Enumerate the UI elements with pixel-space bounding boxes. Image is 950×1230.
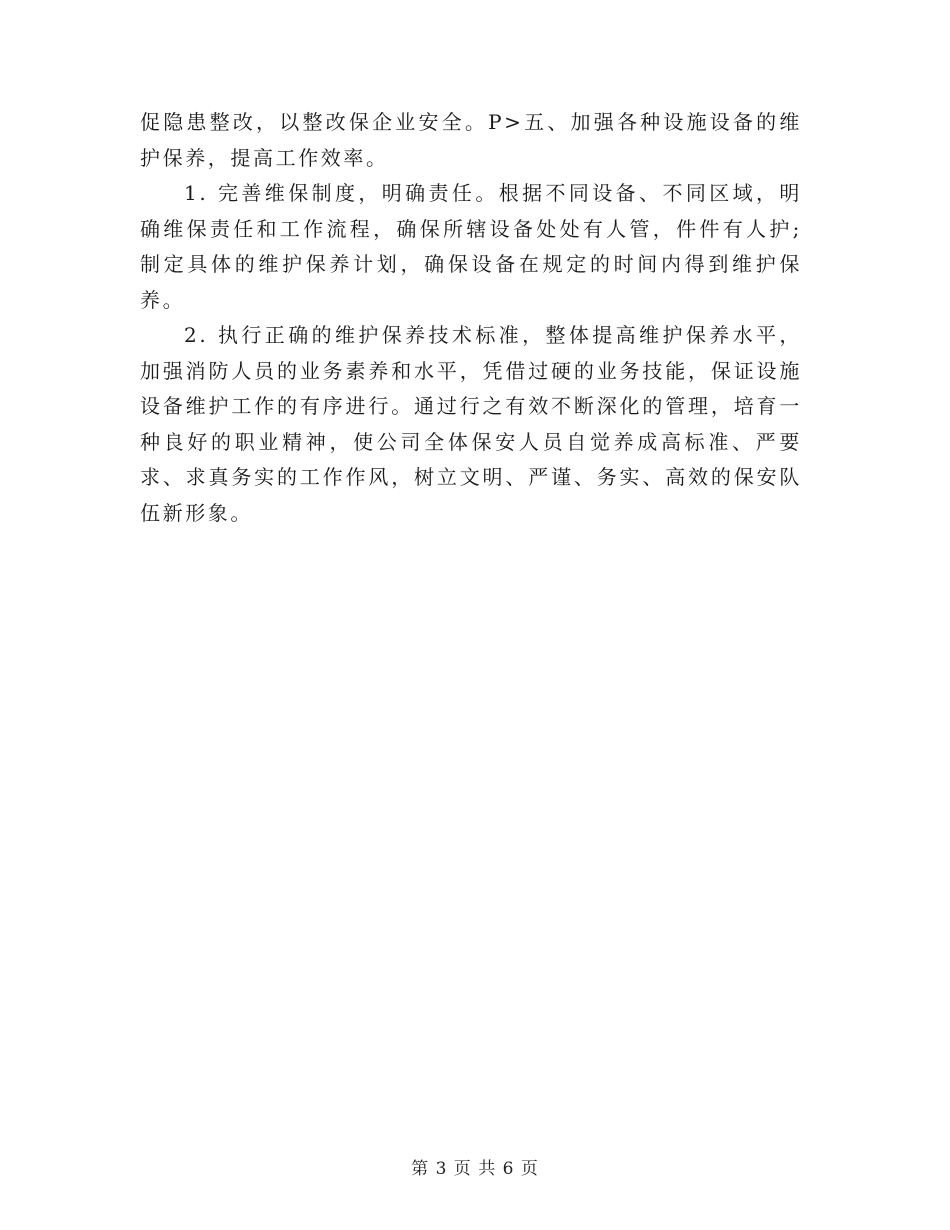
paragraph-continuation: 促隐患整改，以整改保企业安全。P>五、加强各种设施设备的维护保养，提高工作效率。 xyxy=(140,110,802,170)
paragraph-item-1: 1. 完善维保制度，明确责任。根据不同设备、不同区域，明确维保责任和工作流程，确保所辖设备处处有人管，件件有人护;制定具体的维护保养计划，确保设备在规定的时间内得到维护保养。 xyxy=(140,181,802,312)
page-number-footer: 第 3 页 共 6 页 xyxy=(411,1159,539,1179)
paragraph-item-2: 2. 执行正确的维护保养技术标准，整体提高维护保养水平，加强消防人员的业务素养和水平，凭借过硬的业务技能，保证设施设备维护工作的有序进行。通过行之有效不断深化的管理，培育一种良好的职业精神，使公司全体保安人员自觉养成高标准、严要求、求真务实的工作作风，树立文明、严谨、务实、高效的保安队伍新形象。 xyxy=(140,323,802,525)
document-body xyxy=(140,105,802,531)
